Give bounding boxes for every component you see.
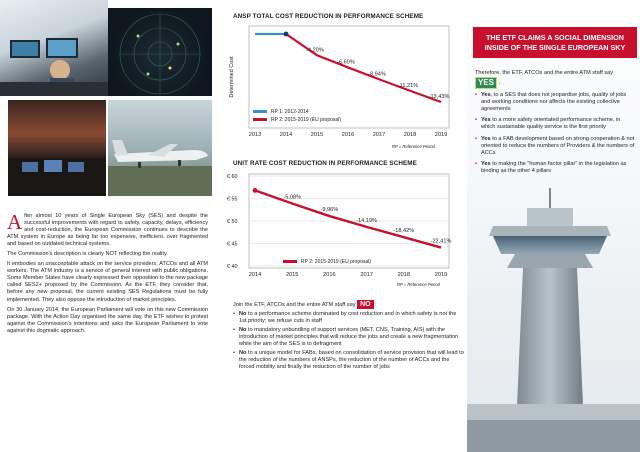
chart1-x-tick: 2017 [372,132,386,138]
left-paragraph-2: The Commission's description is clearly NOT reflecting the reality. [7,251,168,258]
chart2-x-tick: 2016 [323,272,336,278]
chart1-svg [225,22,465,152]
no-badge: NO [357,300,374,309]
right-intro: Therefore, the ETF, ATCOs and the entire ATM staff say YES : [475,70,614,88]
chart1-x-tick: 2013 [248,132,262,138]
left-paragraph-1: After almost 10 years of Single European Sky (SES) and despite the successful improvements with regard to safety, capacity, delays, efficiency and cost-reduction, the European Commission continues to describe the ATM system in Europe as being far too expensive, inefficient, over fragmented and based on outdated technical systems. [7,210,208,248]
chart1-data-label: -8,94% [368,71,386,78]
mid-intro: Join the ETF, ATCOs and the entire ATM staff say NO : [233,301,377,308]
banner-line-1: THE ETF CLAIMS A SOCIAL DIMENSION [486,33,624,42]
chart1-x-tick: 2016 [341,132,355,138]
chart2-y-ticks [227,174,238,270]
left-paragraph-3: It embodies an unacceptable attack on the service providers, ATCOs and all ATM workers. The ATM industry is a service of general interest with public obligations. Some Member States have clearly expressed their opposition to the new package called SES2+ proposed by the Commission. As the ETF, they consider that, before any new proposal, the current existing SES Regulations must be fully implemented. They also oppose the introduction of market principles. [7,261,208,303]
chart1-ylabel: Determined Cost [229,56,235,98]
chart1-legend-swatch-rp2 [253,118,267,121]
list-item: • No to a unique model for FABs, based on consolidation of service provision that will lead to the reduction of the numbers of ANSPs, the reduction of the number of ACCs and the forced mobility and finally the reduction of the number of jobs [233,350,465,371]
chart1-legend-rp2: RP 2: 2015-2019 (EU proposal) [271,117,341,123]
photo-control-room [0,0,108,96]
yes-badge: YES [475,77,497,89]
chart2-x-tick: 2014 [248,272,262,278]
list-item: • Yes, to a SES that does not jeopardise jobs, quality of jobs and working conditions nor affects the existing collective agreements [475,92,635,113]
chart1-data-label: -13,43% [428,94,450,100]
chart2-y-tick: € 60 [227,174,238,180]
dropcap-letter: A [7,210,23,234]
chart2-data-label: -14,19% [356,217,378,224]
middle-column [215,0,467,452]
right-body-text [475,70,635,179]
chart2-title: UNIT RATE COST REDUCTION IN PERFORMANCE SCHEME [233,160,417,167]
left-body-text [7,210,208,338]
chart2-x-ticks [249,272,447,278]
chart1-start-point [284,32,289,37]
left-paragraph-4: On 30 January 2014, the European Parliament will vote on this new Commission package. With the Action Day organised the same day, the ETF wishes to protest against the Commission's intentions and asks the European Parliament to vote against this dogmatic approach. [7,306,208,334]
right-column [467,0,640,452]
middle-body-text [233,300,465,372]
chart2-x-tick: 2019 [434,272,448,278]
banner-line-2: INSIDE OF THE SINGLE EUROPEAN SKY [484,43,626,52]
chart1-x-tick: 2018 [403,132,417,138]
chart2-x-tick: 2018 [397,272,411,278]
chart2-y-tick: € 50 [227,219,238,225]
chart2-data-label: -22,41% [430,238,452,245]
chart1-x-tick: 2015 [310,132,324,138]
chart1-data-label: -4,20% [306,47,324,54]
chart2-data-label: -9,96% [320,207,339,214]
chart2-legend-rp2: RP 2: 2015-2019 (EU proposal) [301,259,371,265]
list-item: • Yes to a more safety orientated performance scheme, in which sustainable quality service is the first priority [475,117,635,131]
chart1-legend-swatch-rp1 [253,110,267,113]
left-column [0,0,215,452]
chart2-data-label: -5,08% [283,194,302,201]
chart2-svg [225,170,465,290]
no-list [233,311,465,371]
chart1-x-tick: 2019 [434,132,448,138]
chart2-y-tick: € 45 [227,241,238,248]
chart2-x-tick: 2017 [360,272,373,278]
photo-airplane [108,100,212,196]
chart1-title: ANSP TOTAL COST REDUCTION IN PERFORMANCE SCHEME [233,13,424,20]
chart1-x-ticks [249,132,447,138]
chart2-y-tick: € 55 [227,196,238,203]
list-item: • No to a performance scheme dominated by cost reduction and in which safety is not the 1st priority; we refuse cuts in staff [233,311,465,325]
photo-tower-night [8,100,106,196]
chart1-data-label: -11,21% [397,82,419,89]
yes-list [475,92,635,175]
chart2-note: RP = Reference Period [396,282,440,287]
chart1-data-label: -6,60% [337,59,355,66]
chart1-note: RP = Reference Period [391,144,435,149]
photo-radar-screen [108,8,212,96]
chart2-x-tick: 2015 [285,272,299,278]
chart2-data-label: -18,42% [393,228,415,235]
chart1-legend-rp1: RP 1: 2012-2014 [271,109,309,115]
list-item: • Yes to a FAB development based on strong cooperation & not oriented to reduce the numbers of Providers & the numbers of ACCs [475,136,635,157]
list-item: • Yes to making the "human factor pillar" in the legislation as binding as the other 4 pillars [475,161,635,175]
chart2-y-tick: € 40 [227,264,238,270]
chart2-start-point [253,188,258,193]
control-tower-illustration [467,0,640,452]
chart2-legend-swatch-rp2 [283,260,297,263]
chart1-x-tick: 2014 [279,132,293,138]
list-item: • No to mandatory unbundling of support services (MET, CNS, Training, AIS) with the introduction of market principles that will reduce the jobs and create a new fragmentation while the aim of the SES is to defragment [233,327,465,348]
